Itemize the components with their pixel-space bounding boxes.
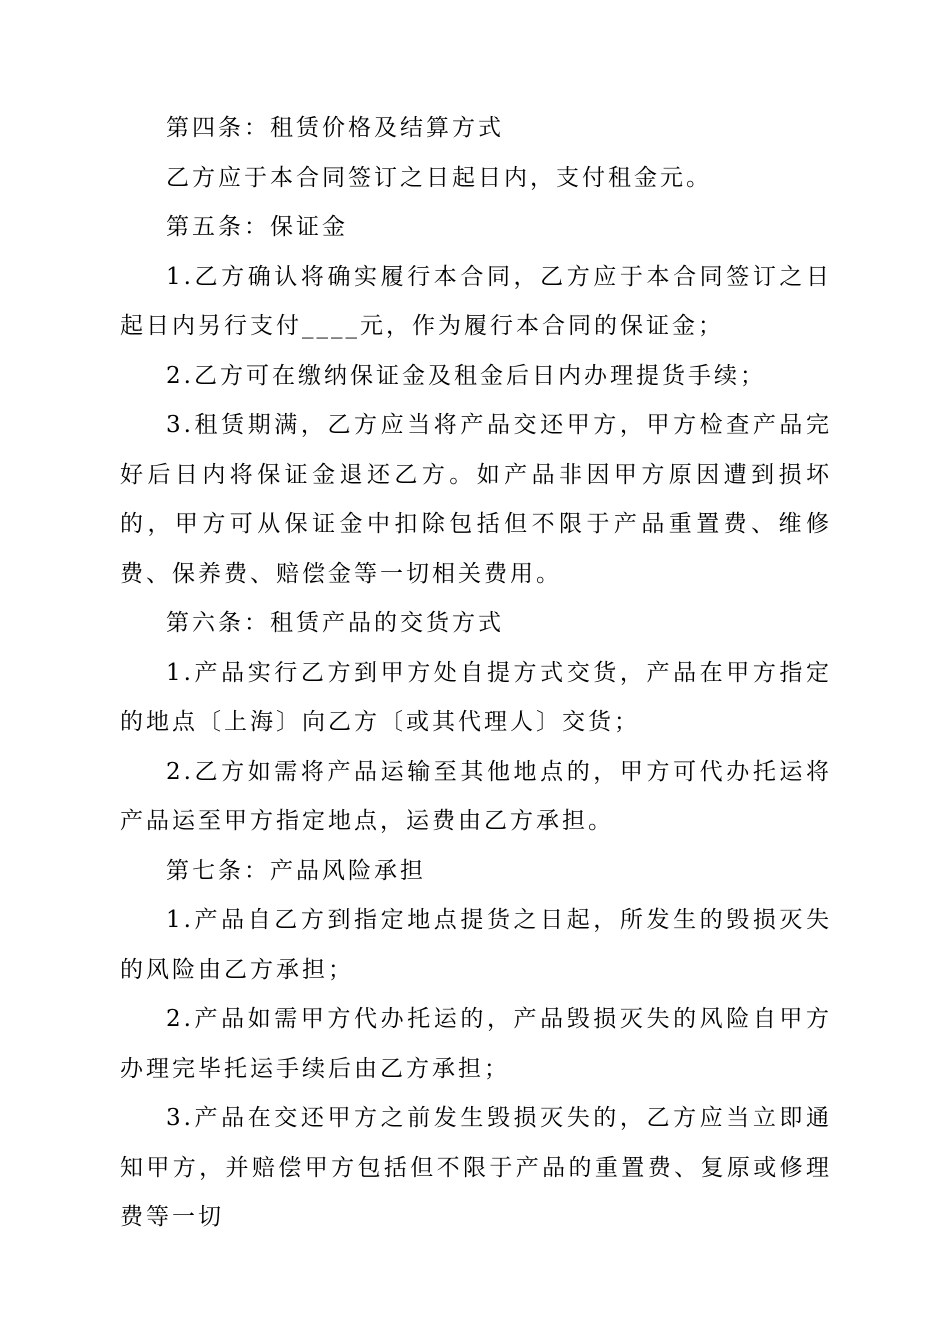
article-5-clause-1: 1.乙方确认将确实履行本合同，乙方应于本合同签订之日起日内另行支付____元，作为履行本合同的保证金； xyxy=(120,263,832,339)
article-6-heading: 第六条：租赁产品的交货方式 xyxy=(166,610,504,636)
article-7-clause-2: 2.产品如需甲方代办托运的，产品毁损灭失的风险自甲方办理完毕托运手续后由乙方承担； xyxy=(120,1006,832,1082)
article-5-clause-3: 3.租赁期满，乙方应当将产品交还甲方，甲方检查产品完好后日内将保证金退还乙方。如产品非因甲方原因遭到损坏的，甲方可从保证金中扣除包括但不限于产品重置费、维修费、保养费、赔偿金等一切相关费用。 xyxy=(120,412,832,587)
article-6-clause-2: 2.乙方如需将产品运输至其他地点的，甲方可代办托运将产品运至甲方指定地点，运费由乙方承担。 xyxy=(120,758,832,834)
article-6-clause-1: 1.产品实行乙方到甲方处自提方式交货，产品在甲方指定的地点〔上海〕向乙方〔或其代理人〕交货； xyxy=(120,659,832,735)
article-7-clause-1: 1.产品自乙方到指定地点提货之日起，所发生的毁损灭失的风险由乙方承担； xyxy=(120,907,832,983)
article-5-heading: 第五条：保证金 xyxy=(166,214,348,240)
article-4-text: 乙方应于本合同签订之日起日内，支付租金元。 xyxy=(166,164,712,191)
article-7-clause-3: 3.产品在交还甲方之前发生毁损灭失的，乙方应当立即通知甲方，并赔偿甲方包括但不限于产品的重置费、复原或修理费等一切 xyxy=(120,1105,832,1230)
article-4-heading: 第四条：租赁价格及结算方式 xyxy=(166,115,504,141)
article-7-heading: 第七条：产品风险承担 xyxy=(166,857,426,884)
article-5-clause-2: 2.乙方可在缴纳保证金及租金后日内办理提货手续； xyxy=(166,362,766,389)
document-body xyxy=(120,104,832,1243)
